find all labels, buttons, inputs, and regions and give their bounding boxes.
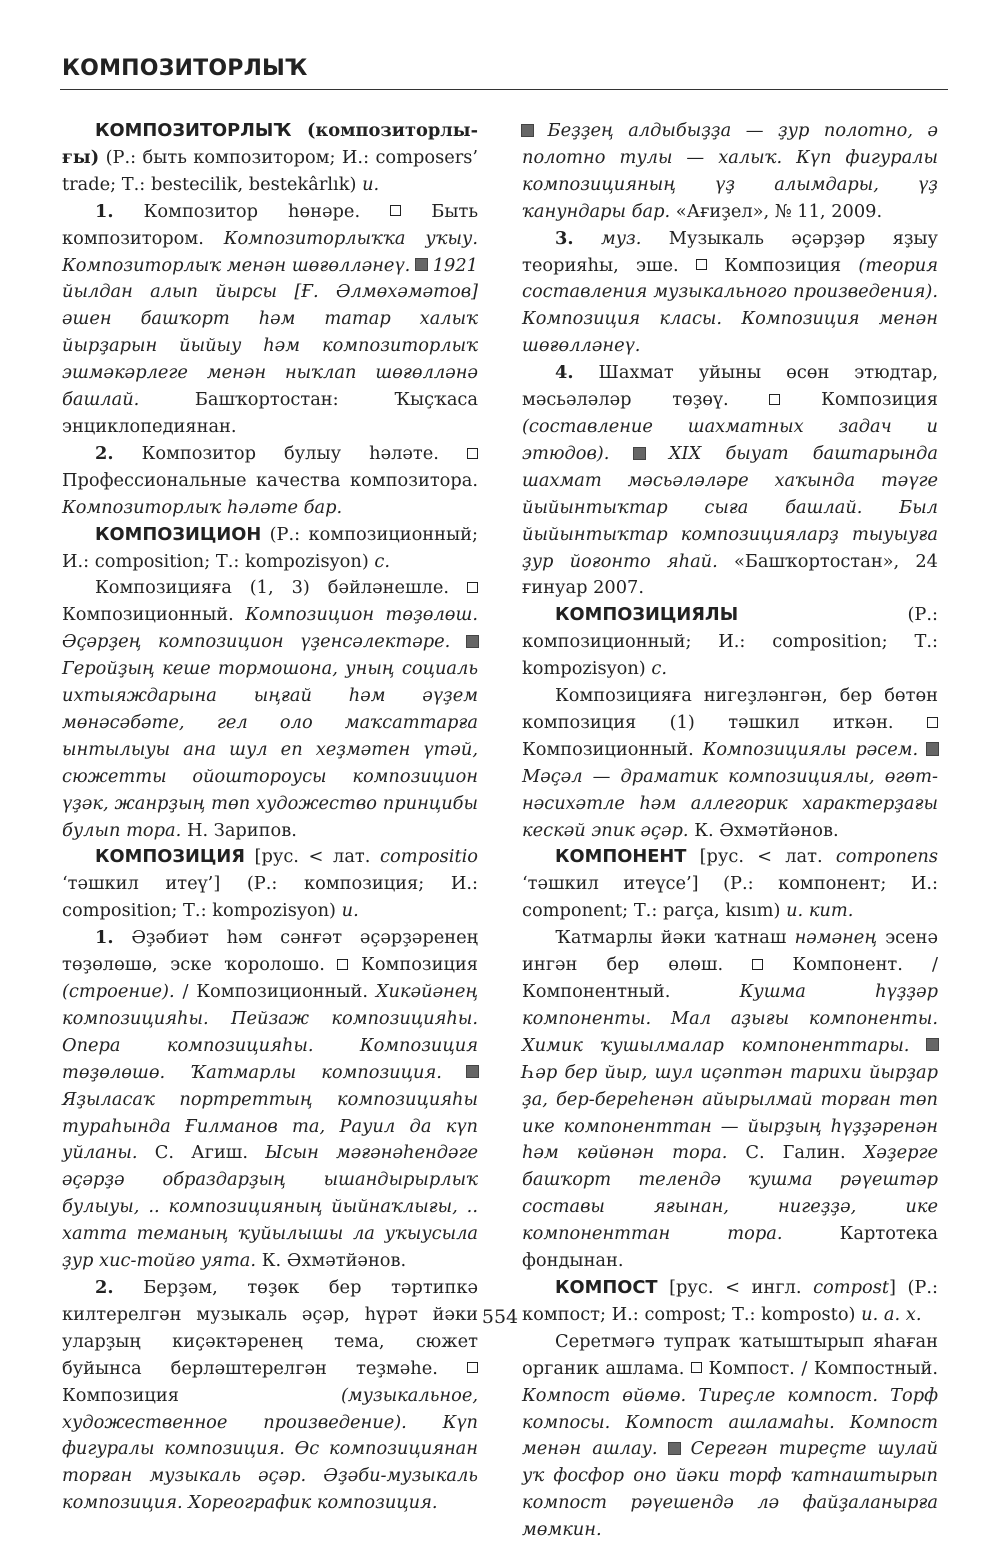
definition: Композитор һөнәре. xyxy=(143,200,361,222)
header-rule xyxy=(60,89,948,90)
quotation: Мәҫәл — драматик композициялы, өгөт-нәсихәтле һәм аллегорик характерҙағы кескәй эпик әҫәр. xyxy=(522,765,938,841)
definition: Шахмат уйыны өсөн этюдтар, мәсьәләләр төҙөү. xyxy=(522,362,939,411)
quotation: Серегән тиреҫте шулай уҡ фосфор оно йәки торф ҡатнаштырып компост рәүешендә лә файҙаланырға мөмкин. xyxy=(522,1438,938,1541)
definition-italic: нәмәнең xyxy=(794,927,877,949)
russian-derivative: / Композиционный. xyxy=(182,981,369,1002)
quote-source: С. Агиш. xyxy=(154,1142,248,1164)
quotation: XIX быуат баштарында шахмат мәсьәләләре хаҡында тәүге йыйынтыҡтар сыға башлай. Был йыйынтыҡтар композицияларҙ тыуыуға ҙур йоғонто яһай. xyxy=(522,442,939,572)
headword: КОМПОЗИЦИЯ xyxy=(95,846,245,868)
quote-square-icon xyxy=(416,259,427,270)
headword: КОМПОЗИТОРЛЫҠ xyxy=(95,120,292,141)
examples: Компост өйөмө. Тиреҫле компост. Торф компосы. Компост ашламаһы. Компост менән ашлау. xyxy=(522,1384,938,1460)
examples: Композициялы рәсем. xyxy=(702,738,919,760)
etymology-start: [рус. < лат. xyxy=(254,846,371,868)
quotation: Беҙҙең алдыбыҙҙа — ҙур полотно, ә полотно тулы — халыҡ. Күп фигуралы композицияның үҙ алымдары, үҙ ҡанундары бар. xyxy=(522,120,938,222)
etymon: componens xyxy=(835,846,938,868)
russian-equivalent: Быть композитором. xyxy=(62,200,479,249)
quote-square-icon xyxy=(927,1039,938,1050)
sense-number: 4. xyxy=(555,362,574,384)
synonym-box-icon xyxy=(691,1362,702,1373)
russian-equivalent: Компонент. / Компонентный. xyxy=(522,954,939,1002)
synonym-box-icon xyxy=(467,582,478,593)
quotation: Геройҙың кеше тормошона, уның социаль ихтыяждарына ыңғай һәм әүҙем мөнәсәбәте, гел оло маҡсаттарға ынтылыуы ана шул еп хеҙмәтен үтәй, сюжетты ойоштороусы композицион үҙәк, жанрҙың төп художество принцибы булып тора. xyxy=(62,658,478,841)
entry-kompozitsion xyxy=(62,522,478,576)
etymology: (Р.: быть композитором; И.: composers’ trade; Т.: bestecilik, bestekârlık) xyxy=(62,146,479,195)
quotation: Ысын мәғәнәһендәге әҫәрҙә образдарҙың ышандырырлыҡ булыуы, .. композицияның йыйнаҡлығы, .. хатта теманың ҡуйылышы ла уҡыусыла ҙур хис-тойғо уята. xyxy=(62,1142,478,1272)
examples: Кушма һүҙҙәр компоненты. Мал аҙығы компоненты. Химик ҡушылмалар компоненттары. xyxy=(522,981,938,1056)
definition: Музыкаль әҫәрҙәр яҙыу теорияһы, эше. xyxy=(522,227,938,276)
etymology-start: [рус. < лат. xyxy=(699,846,823,868)
headword: КОМПОСТ xyxy=(555,1276,658,1298)
examples: Хикәйәнең композицияһы. Пейзаж композицияһы. Опера композицияһы. Композиция төҙөлөшө. Ҡатмарлы композиция. xyxy=(62,981,479,1083)
sense-number: 1. xyxy=(95,927,114,949)
definition: Ҡатмарлы йәки ҡатнаш xyxy=(555,927,787,949)
page-number: 554 xyxy=(481,1306,519,1328)
synonym-box-icon xyxy=(927,717,938,728)
russian-gloss: (музыкальное, художественное произведение). xyxy=(62,1384,478,1433)
quote-source: К. Әхмәтйәнов. xyxy=(694,819,839,841)
russian-equivalent: Композиционный. xyxy=(62,604,234,626)
sense-number: 2. xyxy=(95,442,114,464)
sense xyxy=(522,226,938,361)
quote-square-icon xyxy=(522,125,533,136)
headword: КОМПОЗИЦИОН xyxy=(95,523,262,545)
part-of-speech: и. xyxy=(341,900,359,922)
russian-equivalent: Композиция xyxy=(821,389,938,411)
russian-gloss: (строение). xyxy=(62,981,175,1002)
definition: Әҙәбиәт һәм сәнғәт әҫәрҙәренең төҙөлөшө, эске ҡоролошо. xyxy=(62,927,478,976)
examples: Күп фигуралы композиция. Өс композициянан торған музыкаль әҫәр. Әҙәби-музыкаль композиция. Хореографик композиция. xyxy=(62,1411,478,1514)
sense xyxy=(522,683,938,844)
part-of-speech: с. xyxy=(374,550,391,572)
headword-variant: (композиторлы- xyxy=(306,120,478,141)
quote-square-icon xyxy=(927,743,938,754)
headword: КОМПОЗИЦИЯЛЫ xyxy=(555,604,739,626)
etymology: (Р.: композиционный; И.: composition; Т.: kompozisyon) xyxy=(522,604,938,680)
quote-square-icon xyxy=(669,1443,680,1454)
etymology-start: [рус. < ингл. xyxy=(669,1276,802,1298)
quote-square-icon xyxy=(467,636,478,647)
definition: Композицияға нигеҙләнгән, бер бөтөн композиция (1) тәшкил иткән. xyxy=(522,685,938,733)
quotation: Яҙыласаҡ портреттың композицияһы тураһында Ғилманов та, Рауил да күп уйланы. xyxy=(62,1088,478,1164)
quote-source: С. Галин. xyxy=(745,1142,846,1164)
etymology: (Р.: композиционный; И.: composition; Т.: kompozisyon) xyxy=(62,523,478,572)
synonym-box-icon xyxy=(467,448,478,459)
quotation: 1921 йылдан алып йырсы [Ғ. Әлмөхәмәтов] әшен башҡорт һәм татар халыҡ йырҙарын йыйыу һәм композиторлыҡ эшмәкәрлеге менән ныҡлап шөғөлләнә башлай. xyxy=(62,254,478,411)
quote-square-icon xyxy=(467,1066,478,1077)
russian-gloss: (составление шахматных задач и этюдов). xyxy=(522,415,938,464)
synonym-box-icon xyxy=(696,259,707,270)
russian-equivalent: Композиция xyxy=(724,254,842,276)
part-of-speech: и. а. х. xyxy=(861,1303,922,1325)
examples: Композиторлыҡҡа уҡыу. Композиторлыҡ менән шөғөлләнеү. xyxy=(62,227,478,276)
sense xyxy=(62,575,478,844)
definition: Композицияға (1, 3) бәйләнешле. xyxy=(95,577,450,599)
sense xyxy=(522,1329,938,1544)
quotation: Һәр бер йыр, шул иҫәптән тарихи йырҙар ҙа, бер-береһенән айырылмай торған төп ике компоненттан — йырҙың һүҙҙәренән һәм көйөнән тора. xyxy=(522,1061,938,1164)
quote-source: «Башҡортостан», 24 ғинуар 2007. xyxy=(522,550,938,599)
definition-end: эсенә ингән бер өлөш. xyxy=(522,927,939,976)
examples: Композиторлыҡ һәләте бар. xyxy=(62,496,343,518)
quote-source: Картотека фондынан. xyxy=(522,1223,938,1272)
headword-variant-end: ғы) xyxy=(62,146,100,168)
entry-kompozitorlyk xyxy=(62,118,478,199)
synonym-box-icon xyxy=(752,959,763,970)
quote-square-icon xyxy=(634,448,645,459)
sense-continued xyxy=(522,118,938,226)
quote-source: «Ағиҙел», № 11, 2009. xyxy=(675,200,883,222)
etymon: compositio xyxy=(380,846,479,868)
sense xyxy=(62,925,478,1275)
sense xyxy=(62,441,478,522)
etymology-end: ] (Р.: компост; И.: compost; Т.: komposto) xyxy=(522,1276,939,1325)
examples: Композицион төҙөлөш. Әҫәрҙең композицион үҙенсәлектәре. xyxy=(62,604,479,653)
quotation: Хәҙерге башҡорт телендә ҡушма рәүештәр составы яғынан, нигеҙҙә, ике компоненттан тора. xyxy=(522,1142,938,1245)
entry-komponent xyxy=(522,844,938,925)
sense-number: 1. xyxy=(95,200,114,222)
sense-number: 3. xyxy=(555,227,574,249)
synonym-box-icon xyxy=(390,205,401,216)
headword: КОМПОНЕНТ xyxy=(555,846,687,868)
right-column xyxy=(522,118,938,1544)
part-of-speech: с. xyxy=(651,658,668,680)
etymon: compost xyxy=(813,1276,889,1298)
russian-equivalent: Композиционный. xyxy=(522,738,694,760)
etymology-end: ‘тәшкил итеү’] (Р.: композиция; И.: composition; Т.: kompozisyon) xyxy=(62,873,478,922)
sense-number: 2. xyxy=(95,1276,114,1298)
usage-label: муз. xyxy=(600,227,642,249)
part-of-speech: и. кит. xyxy=(786,900,854,922)
synonym-box-icon xyxy=(467,1362,478,1373)
quote-source: Башҡортостан: Ҡыҫҡаса энциклопедиянан. xyxy=(62,389,478,437)
synonym-box-icon xyxy=(337,959,348,970)
russian-gloss: (теория составления музыкального произведения). xyxy=(522,254,939,303)
russian-equivalent: Профессиональные качества композитора. xyxy=(62,469,478,491)
russian-equivalent: Компост. / Компостный. xyxy=(708,1357,938,1379)
definition: Композитор булыу һәләте. xyxy=(141,442,439,464)
sense xyxy=(522,925,938,1275)
examples: Композиция класы. Композиция менән шөғөлләнеү. xyxy=(522,308,938,357)
quote-source: К. Әхмәтйәнов. xyxy=(261,1250,407,1272)
russian-equivalent: Композиция xyxy=(361,954,478,976)
etymology-end: ‘тәшкил итеүсе’] (Р.: компонент; И.: component; Т.: parça, kısım) xyxy=(522,873,938,922)
synonym-box-icon xyxy=(769,394,780,405)
sense xyxy=(522,360,938,602)
running-head: КОМПОЗИТОРЛЫҠ xyxy=(62,56,308,81)
russian-equivalent: Композиция xyxy=(62,1384,179,1406)
definition: Берҙәм, төҙөк бер тәртипкә килтерелгән музыкаль әҫәр, һүрәт йәки уларҙың киҫәктәренең тема, сюжет буйынса берләштерелгән теҙмәһе. xyxy=(62,1276,478,1379)
sense xyxy=(62,199,478,441)
part-of-speech: и. xyxy=(362,173,380,195)
entry-kompozitsiya xyxy=(62,844,478,925)
definition: Серетмәгә тупраҡ ҡатыштырып яһаған органик ашлама. xyxy=(522,1330,938,1379)
entry-kompozitsiyaly xyxy=(522,602,938,683)
quote-source: Н. Зарипов. xyxy=(186,819,297,841)
